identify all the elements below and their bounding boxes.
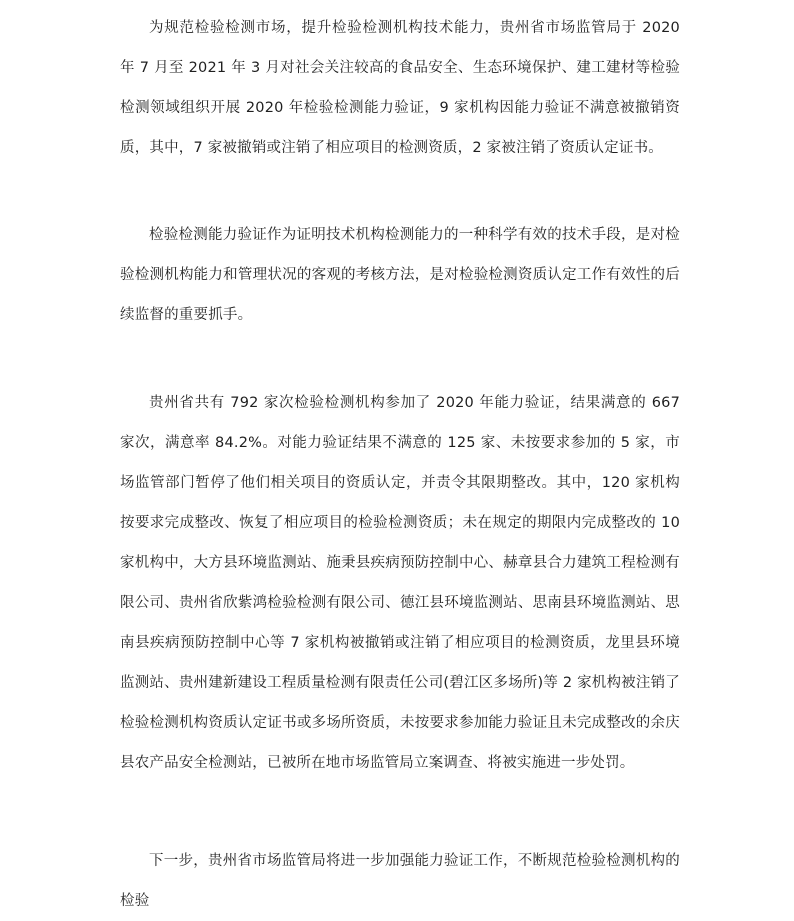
paragraph-verification-results: 贵州省共有 792 家次检验检测机构参加了 2020 年能力验证，结果满意的 667 家次，满意率 84.2%。对能力验证结果不满意的 125 家、未按要求参加的 5 家，市场监管部门暂停了他们相关项目的资质认定，并责令其限期整改。其中，120 家机构按要求完成整改、恢复了相应项目的检验检测资质；未在规定的期限内完成整改的 10 家机构中，大方县环境监测站、施秉县疾病预防控制中心、赫章县合力建筑工程检测有限公司、贵州省欣紫鸿检验检测有限公司、德江县环境监测站、思南县环境监测站、思南县疾病预防控制中心等 7 家机构被撤销或注销了相应项目的检测资质，龙里县环境监测站、贵州建新建设工程质量检测有限责任公司(碧江区多场所)等 2 家机构被注销了检验检测机构资质认定证书或多场所资质，未按要求参加能力验证且未完成整改的余庆县农产品安全检测站，已被所在地市场监管局立案调查、将被实施进一步处罚。 [120,395,680,771]
paragraph-verification-overview: 为规范检验检测市场，提升检验检测机构技术能力，贵州省市场监管局于 2020 年 7 月至 2021 年 3 月对社会关注较高的食品安全、生态环境保护、建工建材等检验检测领域组织开展 2020 年检验检测能力验证，9 家机构因能力验证不满意被撤销资质，其中，7 家被撤销或注销了相应项目的检测资质，2 家被注销了资质认定证书。 [120,20,680,156]
paragraph-verification-purpose: 检验检测能力验证作为证明技术机构检测能力的一种科学有效的技术手段，是对检验检测机构能力和管理状况的客观的考核方法，是对检验检测资质认定工作有效性的后续监督的重要抓手。 [120,227,680,323]
paragraph-next-steps: 下一步，贵州省市场监管局将进一步加强能力验证工作，不断规范检验检测机构的检验 [120,853,680,909]
